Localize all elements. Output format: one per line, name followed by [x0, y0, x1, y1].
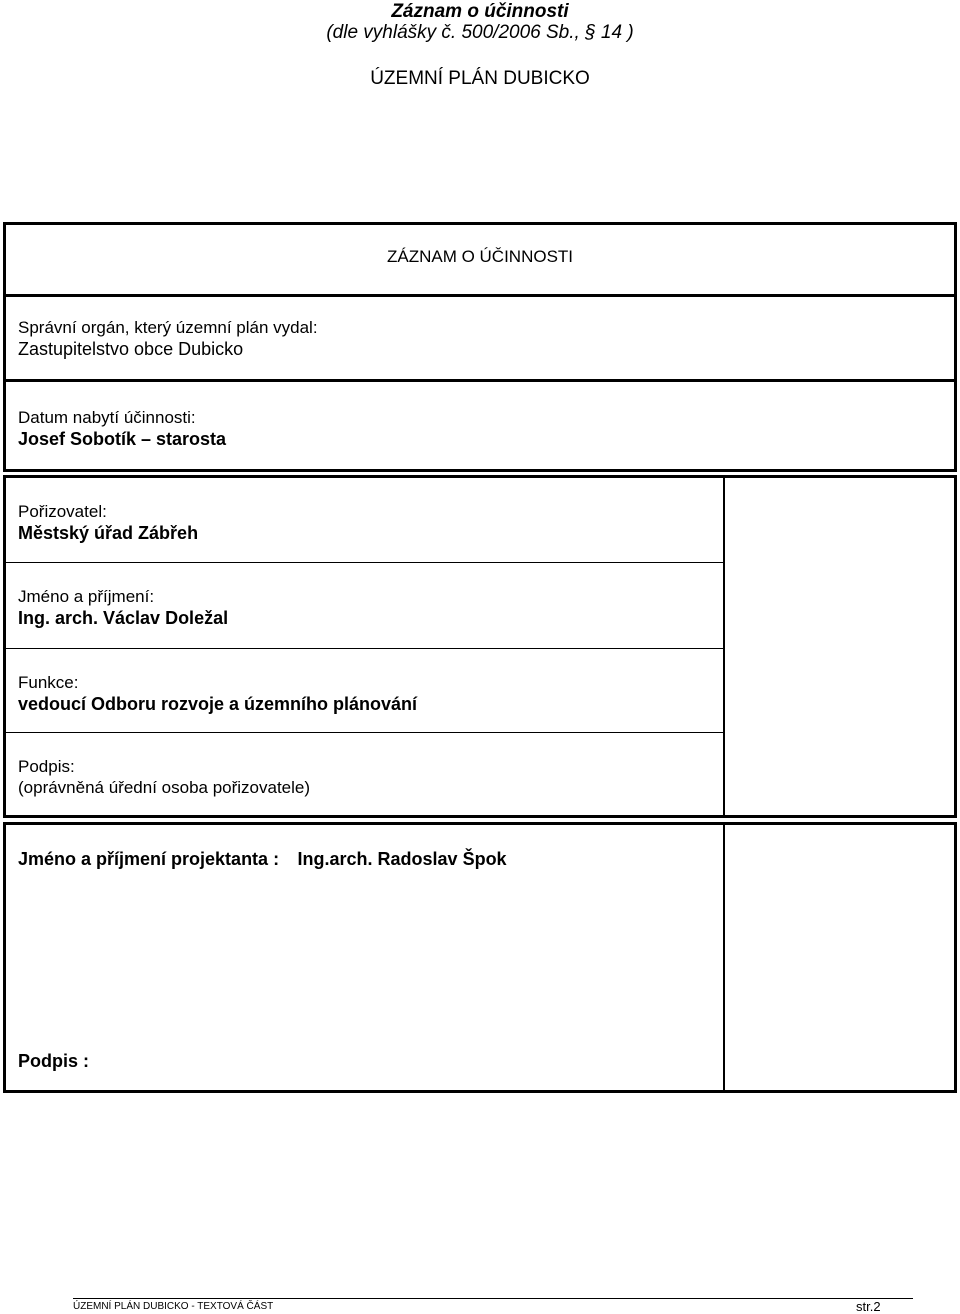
- designer-box: [3, 822, 957, 1093]
- authority-label: Správní orgán, který územní plán vydal:: [18, 318, 318, 337]
- row-separator: [6, 562, 723, 563]
- page-number: str.2: [856, 1299, 881, 1314]
- effective-date-label: Datum nabytí účinnosti:: [18, 408, 196, 427]
- function-value: vedoucí Odboru rozvoje a územního plánování: [18, 694, 418, 714]
- signature-note: (oprávněná úřední osoba pořizovatele): [18, 778, 311, 797]
- footer-left: ÚZEMNÍ PLÁN DUBICKO - TEXTOVÁ ČÁST: [73, 1301, 274, 1312]
- record-heading: ZÁZNAM O ÚČINNOSTI: [386, 247, 574, 266]
- procurer-box: [3, 475, 957, 818]
- row-separator: [6, 648, 723, 649]
- document-title: Záznam o účinnosti: [391, 1, 569, 22]
- procurer-divider: [723, 478, 725, 818]
- procurer-value: Městský úřad Zábřeh: [18, 523, 199, 543]
- signature-label: Podpis:: [18, 757, 75, 776]
- function-label: Funkce:: [18, 673, 79, 692]
- procurer-label: Pořizovatel:: [18, 502, 107, 521]
- authority-box: [3, 294, 957, 382]
- name-label: Jméno a příjmení:: [18, 587, 155, 606]
- authority-value: Zastupitelstvo obce Dubicko: [18, 339, 244, 359]
- designer-divider: [723, 825, 725, 1093]
- footer-rule: [73, 1298, 913, 1299]
- row-separator: [6, 732, 723, 733]
- effective-date-value: Josef Sobotík – starosta: [18, 429, 227, 449]
- record-heading-box: [3, 222, 957, 297]
- designer-value: Ing.arch. Radoslav Špok: [297, 849, 507, 869]
- name-value: Ing. arch. Václav Doležal: [18, 608, 229, 628]
- effective-date-box: [3, 379, 957, 472]
- plan-name: ÚZEMNÍ PLÁN DUBICKO: [370, 68, 590, 89]
- designer-label: Jméno a příjmení projektanta :: [18, 849, 280, 869]
- document-subtitle: (dle vyhlášky č. 500/2006 Sb., § 14 ): [326, 22, 634, 43]
- designer-signature-label: Podpis :: [18, 1051, 89, 1071]
